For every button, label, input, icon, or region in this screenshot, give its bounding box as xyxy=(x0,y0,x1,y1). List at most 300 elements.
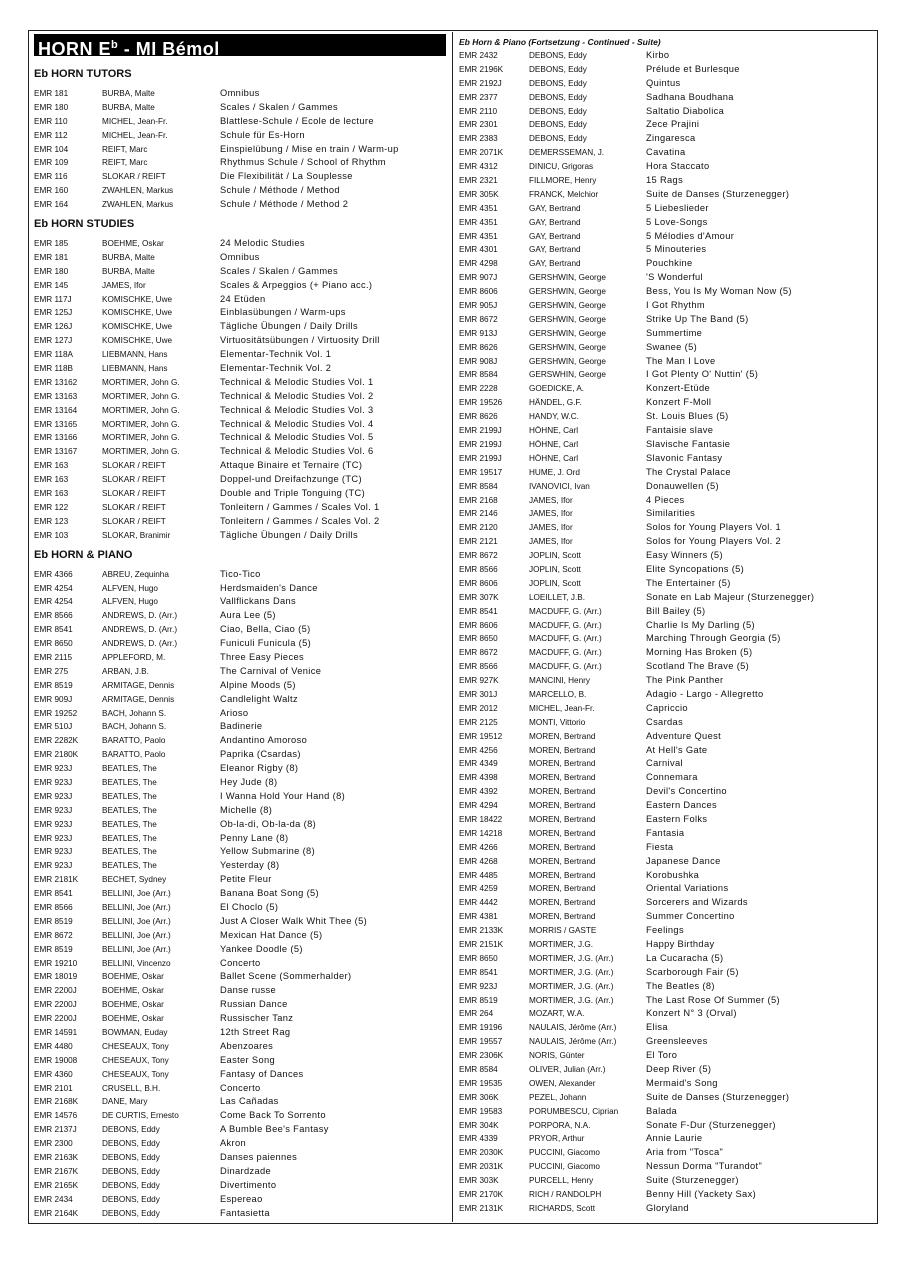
catalog-row xyxy=(34,418,446,432)
composer-name: BOEHME, Oskar xyxy=(102,972,164,982)
composer-name: JOPLIN, Scott xyxy=(529,564,581,574)
composer-name: DEBONS, Eddy xyxy=(102,1166,160,1176)
catalog-row xyxy=(34,845,446,859)
work-title: Michelle (8) xyxy=(220,804,273,815)
work-title: Pouchkine xyxy=(646,258,693,269)
composer-name: OLIVER, Julian (Arr.) xyxy=(529,1065,606,1075)
work-title: The Carnival of Venice xyxy=(220,665,322,676)
composer-name: HÖHNE, Carl xyxy=(529,453,579,463)
catalog-row xyxy=(34,1151,446,1165)
catalog-number: EMR 8566 xyxy=(34,902,73,912)
work-title: Elisa xyxy=(646,1022,668,1033)
composer-name: JAMES, Ifor xyxy=(102,280,146,290)
catalog-row xyxy=(459,980,874,994)
composer-name: MOREN, Bertrand xyxy=(529,842,596,852)
catalog-row xyxy=(459,674,874,688)
catalog-row xyxy=(459,924,874,938)
catalog-row xyxy=(34,832,446,846)
catalog-number: EMR 4254 xyxy=(34,583,73,593)
catalog-number: EMR 510J xyxy=(34,722,73,732)
composer-name: MOREN, Bertrand xyxy=(529,828,596,838)
catalog-row xyxy=(459,313,874,327)
composer-name: MOZART, W.A. xyxy=(529,1009,585,1019)
catalog-row xyxy=(459,382,874,396)
composer-name: MOREN, Bertrand xyxy=(529,745,596,755)
catalog-number: EMR 19535 xyxy=(459,1078,503,1088)
composer-name: GERSHWIN, George xyxy=(529,356,606,366)
catalog-row xyxy=(34,582,446,596)
composer-name: JOPLIN, Scott xyxy=(529,551,581,561)
work-title: Quintus xyxy=(646,77,681,88)
catalog-row xyxy=(34,115,446,129)
catalog-number: EMR 14218 xyxy=(459,828,503,838)
catalog-row xyxy=(459,688,874,702)
catalog-row xyxy=(34,101,446,115)
composer-name: BOWMAN, Euday xyxy=(102,1028,168,1037)
catalog-row xyxy=(459,1202,874,1216)
composer-name: MOREN, Bertrand xyxy=(529,773,596,783)
composer-name: DINICU, Grigoras xyxy=(529,162,594,172)
work-title: 'S Wonderful xyxy=(646,272,703,283)
catalog-number: EMR 923J xyxy=(34,777,73,787)
work-title: Swanee (5) xyxy=(646,341,698,352)
catalog-number: EMR 8519 xyxy=(34,916,73,926)
catalog-row xyxy=(34,390,446,404)
work-title: Einblasübungen / Warm-ups xyxy=(220,307,346,318)
work-title: Petite Fleur xyxy=(220,874,272,885)
composer-name: BOEHME, Oskar xyxy=(102,1014,164,1024)
catalog-row xyxy=(459,285,874,299)
catalog-number: EMR 4442 xyxy=(459,898,498,908)
catalog-row xyxy=(459,1077,874,1091)
work-title: Espereao xyxy=(220,1193,263,1204)
catalog-number: EMR 4398 xyxy=(459,773,498,783)
catalog-number: EMR 4339 xyxy=(459,1134,498,1144)
composer-name: MOREN, Bertrand xyxy=(529,731,596,741)
work-title: I Got Rhythm xyxy=(646,300,705,311)
catalog-number: EMR 160 xyxy=(34,186,69,196)
catalog-number: EMR 2137J xyxy=(34,1125,77,1135)
composer-name: JAMES, Ifor xyxy=(529,509,573,519)
right-column xyxy=(459,36,874,1216)
composer-name: KOMISCHKE, Uwe xyxy=(102,336,173,346)
catalog-number: EMR 2200J xyxy=(34,986,77,996)
work-title: El Toro xyxy=(646,1050,678,1061)
catalog-row xyxy=(34,334,446,348)
work-title: Alpine Moods (5) xyxy=(220,679,296,690)
composer-name: HÄNDEL, G.F. xyxy=(529,398,582,408)
work-title: Sadhana Boudhana xyxy=(646,91,734,102)
catalog-number: EMR 2377 xyxy=(459,92,498,102)
composer-name: DEBONS, Eddy xyxy=(102,1208,160,1218)
work-title: Technical & Melodic Studies Vol. 1 xyxy=(220,376,374,387)
catalog-number: EMR 2133K xyxy=(459,926,504,936)
catalog-number: EMR 8541 xyxy=(459,967,498,977)
catalog-row xyxy=(34,748,446,762)
catalog-number: EMR 2170K xyxy=(459,1190,504,1200)
composer-name: BACH, Johann S. xyxy=(102,722,167,732)
composer-name: HÖHNE, Carl xyxy=(529,426,579,436)
catalog-number: EMR 126J xyxy=(34,322,73,332)
work-title: Tonleitern / Gammes / Scales Vol. 1 xyxy=(220,501,380,512)
work-title: Oriental Variations xyxy=(646,883,729,894)
composer-name: REIFT, Marc xyxy=(102,144,148,154)
catalog-number: EMR 19512 xyxy=(459,731,503,741)
catalog-number: EMR 18422 xyxy=(459,814,503,824)
catalog-number: EMR 4480 xyxy=(34,1041,73,1051)
catalog-number: EMR 2168K xyxy=(34,1097,79,1107)
composer-name: MORTIMER, John G. xyxy=(102,405,180,415)
composer-name: MOREN, Bertrand xyxy=(529,759,596,769)
catalog-number: EMR 19210 xyxy=(34,958,78,968)
catalog-number: EMR 8672 xyxy=(459,314,498,324)
work-title: Hora Staccato xyxy=(646,161,710,172)
catalog-row xyxy=(34,1082,446,1096)
catalog-number: EMR 122 xyxy=(34,502,69,512)
section-heading: Eb HORN TUTORS xyxy=(34,68,132,80)
composer-name: KOMISCHKE, Uwe xyxy=(102,294,173,304)
catalog-row xyxy=(34,679,446,693)
work-title: Adagio - Largo - Allegretto xyxy=(646,688,764,699)
catalog-row xyxy=(459,105,874,119)
composer-name: GOEDICKE, A. xyxy=(529,384,585,394)
catalog-number: EMR 4256 xyxy=(459,745,498,755)
catalog-row xyxy=(459,785,874,799)
catalog-row xyxy=(34,306,446,320)
composer-name: MORTIMER, J.G. (Arr.) xyxy=(529,967,614,977)
catalog-number: EMR 4360 xyxy=(34,1069,73,1079)
catalog-row xyxy=(34,320,446,334)
catalog-row xyxy=(459,952,874,966)
catalog-number: EMR 104 xyxy=(34,144,69,154)
composer-name: BELLINI, Joe (Arr.) xyxy=(102,902,171,912)
composer-name: BEATLES, The xyxy=(102,861,157,871)
catalog-row xyxy=(459,132,874,146)
composer-name: JAMES, Ifor xyxy=(529,523,573,533)
composer-name: DEBONS, Eddy xyxy=(102,1180,160,1190)
composer-name: PEZEL, Johann xyxy=(529,1092,587,1102)
catalog-row xyxy=(459,730,874,744)
work-title: Kirbo xyxy=(646,50,670,60)
composer-name: HÖHNE, Carl xyxy=(529,439,579,449)
composer-name: GERSWHIN, George xyxy=(529,370,606,380)
catalog-row xyxy=(459,619,874,633)
catalog-row xyxy=(459,257,874,271)
section-heading: Eb HORN STUDIES xyxy=(34,218,135,231)
catalog-row xyxy=(34,156,446,170)
catalog-number: EMR 4301 xyxy=(459,245,498,255)
catalog-row xyxy=(34,762,446,776)
catalog-row xyxy=(459,1188,874,1202)
composer-name: GERSHWIN, George xyxy=(529,273,606,283)
catalog-row xyxy=(459,813,874,827)
work-title: Ob-la-di, Ob-la-da (8) xyxy=(220,818,317,829)
catalog-row xyxy=(34,1095,446,1109)
catalog-row xyxy=(34,515,446,529)
composer-name: SLOKAR / REIFT xyxy=(102,172,166,182)
catalog-number: EMR 4366 xyxy=(34,569,73,579)
catalog-row xyxy=(459,799,874,813)
catalog-row xyxy=(459,188,874,202)
catalog-row xyxy=(459,1132,874,1146)
work-title: Herdsmaiden's Dance xyxy=(220,582,318,593)
catalog-row xyxy=(459,49,874,63)
catalog-row xyxy=(459,1091,874,1105)
catalog-number: EMR 8566 xyxy=(459,662,498,672)
work-title: Schule für Es-Horn xyxy=(220,129,305,140)
catalog-row xyxy=(34,984,446,998)
catalog-number: EMR 2199J xyxy=(459,426,502,436)
catalog-number: EMR 2168 xyxy=(459,495,498,505)
catalog-number: EMR 8672 xyxy=(459,551,498,561)
work-title: Balada xyxy=(646,1105,678,1116)
catalog-row xyxy=(34,568,446,582)
title-text: HORN E xyxy=(38,39,112,59)
catalog-number: EMR 8566 xyxy=(34,611,73,621)
catalog-number: EMR 2165K xyxy=(34,1180,79,1190)
work-title: The Beatles (8) xyxy=(646,980,715,991)
composer-name: MORTIMER, John G. xyxy=(102,419,180,429)
composer-name: MOREN, Bertrand xyxy=(529,898,596,908)
composer-name: SLOKAR, Branimir xyxy=(102,530,171,540)
catalog-row xyxy=(459,327,874,341)
catalog-number: EMR 180 xyxy=(34,266,69,276)
section-heading: Eb HORN & PIANO xyxy=(34,548,133,561)
catalog-row xyxy=(34,776,446,790)
work-title: Donauwellen (5) xyxy=(646,480,719,491)
catalog-row xyxy=(34,431,446,445)
catalog-row xyxy=(459,577,874,591)
composer-name: GAY, Bertrand xyxy=(529,217,581,227)
catalog-number: EMR 2131K xyxy=(459,1203,504,1213)
catalog-number: EMR 8584 xyxy=(459,481,498,491)
catalog-number: EMR 145 xyxy=(34,280,69,290)
work-title: Penny Lane (8) xyxy=(220,832,289,843)
catalog-row xyxy=(34,609,446,623)
catalog-number: EMR 923J xyxy=(34,861,73,871)
catalog-number: EMR 4349 xyxy=(459,759,498,769)
composer-name: ZWAHLEN, Markus xyxy=(102,186,174,196)
work-title: Nessun Dorma "Turandot" xyxy=(646,1161,763,1172)
catalog-row xyxy=(34,501,446,515)
work-title: Fiesta xyxy=(646,841,674,852)
catalog-number: EMR 2101 xyxy=(34,1083,73,1093)
catalog-row xyxy=(34,651,446,665)
composer-name: FRANCK, Melchior xyxy=(529,189,599,199)
work-title: Abenzoares xyxy=(220,1040,274,1051)
work-title: Happy Birthday xyxy=(646,939,715,949)
catalog-number: EMR 923J xyxy=(34,847,73,857)
catalog-row xyxy=(459,396,874,410)
catalog-number: EMR 2321 xyxy=(459,176,498,186)
work-title: Elite Syncopations (5) xyxy=(646,563,745,574)
work-title: Attaque Binaire et Ternaire (TC) xyxy=(220,460,363,471)
catalog-number: EMR 4294 xyxy=(459,801,498,811)
composer-name: GAY, Bertrand xyxy=(529,259,581,269)
work-title: Schule / Méthode / Method 2 xyxy=(220,199,349,210)
work-title: Yellow Submarine (8) xyxy=(220,846,316,857)
work-title: Suite de Danses (Sturzenegger) xyxy=(646,1091,790,1102)
composer-name: RICHARDS, Scott xyxy=(529,1203,595,1213)
catalog-number: EMR 4259 xyxy=(459,884,498,894)
catalog-row xyxy=(34,901,446,915)
work-title: The Entertainer (5) xyxy=(646,577,731,588)
work-title: Fantasia xyxy=(646,827,685,838)
catalog-row xyxy=(459,466,874,480)
work-title: Connemara xyxy=(646,772,698,783)
work-title: Einspielübung / Mise en train / Warm-up xyxy=(220,143,399,154)
catalog-row xyxy=(459,368,874,382)
composer-name: KOMISCHKE, Uwe xyxy=(102,308,173,318)
work-title: Eastern Folks xyxy=(646,813,708,824)
work-title: Easter Song xyxy=(220,1054,276,1065)
catalog-row xyxy=(34,1193,446,1207)
composer-name: MICHEL, Jean-Fr. xyxy=(102,130,168,140)
composer-name: ABREU, Zequinha xyxy=(102,569,169,579)
catalog-number: EMR 180 xyxy=(34,102,69,112)
catalog-row xyxy=(459,827,874,841)
composer-name: BEATLES, The xyxy=(102,847,157,857)
catalog-row xyxy=(459,452,874,466)
catalog-number: EMR 4298 xyxy=(459,259,498,269)
catalog-number: EMR 4351 xyxy=(459,203,498,213)
catalog-number: EMR 13162 xyxy=(34,377,78,387)
composer-name: LIEBMANN, Hans xyxy=(102,364,168,374)
catalog-number: EMR 306K xyxy=(459,1092,499,1102)
composer-name: BOEHME, Oskar xyxy=(102,239,164,249)
catalog-number: EMR 264 xyxy=(459,1009,494,1019)
catalog-row xyxy=(34,362,446,376)
catalog-number: EMR 2115 xyxy=(34,652,73,662)
catalog-row xyxy=(459,424,874,438)
catalog-row xyxy=(34,1179,446,1193)
catalog-number: EMR 117J xyxy=(34,294,72,304)
composer-name: BEATLES, The xyxy=(102,764,157,774)
composer-name: DE CURTIS, Ernesto xyxy=(102,1111,179,1121)
composer-name: MACDUFF, G. (Arr.) xyxy=(529,648,602,658)
work-title: I Wanna Hold Your Hand (8) xyxy=(220,790,346,801)
catalog-row xyxy=(459,438,874,452)
catalog-number: EMR 2012 xyxy=(459,703,498,713)
work-title: Aura Lee (5) xyxy=(220,610,276,621)
work-title: Scales / Skalen / Gammes xyxy=(220,265,338,276)
catalog-number: EMR 2199J xyxy=(459,439,502,449)
composer-name: PUCCINI, Giacomo xyxy=(529,1162,600,1172)
work-title: Badinerie xyxy=(220,721,263,732)
catalog-row xyxy=(34,887,446,901)
composer-name: FILLMORE, Henry xyxy=(529,176,597,186)
catalog-row xyxy=(459,535,874,549)
catalog-number: EMR 923J xyxy=(34,805,73,815)
catalog-number: EMR 2282K xyxy=(34,736,79,746)
catalog-number: EMR 2300 xyxy=(34,1139,73,1149)
composer-name: MORTIMER, John G. xyxy=(102,377,180,387)
catalog-row xyxy=(459,507,874,521)
catalog-row xyxy=(459,1049,874,1063)
catalog-number: EMR 19557 xyxy=(459,1037,503,1047)
work-title: 12th Street Rag xyxy=(220,1027,291,1037)
catalog-number: EMR 163 xyxy=(34,489,69,499)
work-title: Russian Dance xyxy=(220,999,288,1010)
catalog-number: EMR 2146 xyxy=(459,509,498,519)
composer-name: PURCELL, Henry xyxy=(529,1176,594,1186)
catalog-row xyxy=(459,299,874,313)
catalog-row xyxy=(459,355,874,369)
work-title: Tico-Tico xyxy=(220,568,261,579)
catalog-number: EMR 125J xyxy=(34,308,73,318)
catalog-row xyxy=(34,129,446,143)
catalog-number: EMR 123 xyxy=(34,516,69,526)
continued-heading: Eb Horn & Piano (Fortsetzung - Continued - Suite) xyxy=(459,37,661,47)
composer-name: BURBA, Malte xyxy=(102,266,155,276)
work-title: Easy Winners (5) xyxy=(646,550,723,561)
catalog-row xyxy=(34,804,446,818)
composer-name: ZWAHLEN, Markus xyxy=(102,200,174,210)
catalog-row xyxy=(34,1165,446,1179)
catalog-row xyxy=(459,563,874,577)
work-title: Eastern Dances xyxy=(646,800,718,811)
composer-name: APPLEFORD, M. xyxy=(102,652,166,662)
catalog-row xyxy=(459,494,874,508)
work-title: Adventure Quest xyxy=(646,730,722,741)
work-title: 5 Liebeslieder xyxy=(646,202,709,213)
catalog-number: EMR 2120 xyxy=(459,523,498,533)
catalog-row xyxy=(459,1035,874,1049)
catalog-row xyxy=(459,1119,874,1133)
catalog-row xyxy=(459,869,874,883)
catalog-row xyxy=(459,1160,874,1174)
work-title: Scarborough Fair (5) xyxy=(646,966,739,977)
catalog-number: EMR 8650 xyxy=(459,953,498,963)
composer-name: BELLINI, Joe (Arr.) xyxy=(102,916,171,926)
catalog-row xyxy=(34,143,446,157)
catalog-number: EMR 2167K xyxy=(34,1166,79,1176)
work-title: Double and Triple Tonguing (TC) xyxy=(220,488,366,499)
catalog-row xyxy=(34,198,446,212)
work-title: Ciao, Bella, Ciao (5) xyxy=(220,624,311,635)
catalog-row xyxy=(34,915,446,929)
composer-name: NAULAIS, Jérôme (Arr.) xyxy=(529,1037,617,1047)
catalog-number: EMR 112 xyxy=(34,130,68,140)
catalog-row xyxy=(459,77,874,91)
work-title: Scotland The Brave (5) xyxy=(646,661,750,672)
composer-name: BEATLES, The xyxy=(102,833,157,843)
catalog-number: EMR 8672 xyxy=(34,930,73,940)
composer-name: BELLINI, Joe (Arr.) xyxy=(102,889,171,899)
work-title: Tonleitern / Gammes / Scales Vol. 2 xyxy=(220,515,380,526)
work-title: Yesterday (8) xyxy=(220,860,280,871)
catalog-number: EMR 905J xyxy=(459,301,498,311)
work-title: Danse russe xyxy=(220,985,277,996)
composer-name: MOREN, Bertrand xyxy=(529,856,596,866)
catalog-number: EMR 116 xyxy=(34,172,68,182)
title-rest: - MI Bémol xyxy=(118,39,220,59)
column-divider xyxy=(452,32,453,1222)
catalog-row xyxy=(34,873,446,887)
catalog-number: EMR 8606 xyxy=(459,620,498,630)
catalog-number: EMR 2192J xyxy=(459,78,502,88)
work-title: Solos for Young Players Vol. 1 xyxy=(646,522,782,533)
catalog-row xyxy=(459,646,874,660)
page-title xyxy=(34,34,446,59)
composer-name: BELLINI, Joe (Arr.) xyxy=(102,930,171,940)
catalog-number: EMR 923J xyxy=(34,833,73,843)
composer-name: BECHET, Sydney xyxy=(102,875,167,885)
composer-name: IVANOVICI, Ivan xyxy=(529,481,590,491)
composer-name: PORUMBESCU, Ciprian xyxy=(529,1106,619,1116)
catalog-row xyxy=(34,790,446,804)
composer-name: MOREN, Bertrand xyxy=(529,787,596,797)
